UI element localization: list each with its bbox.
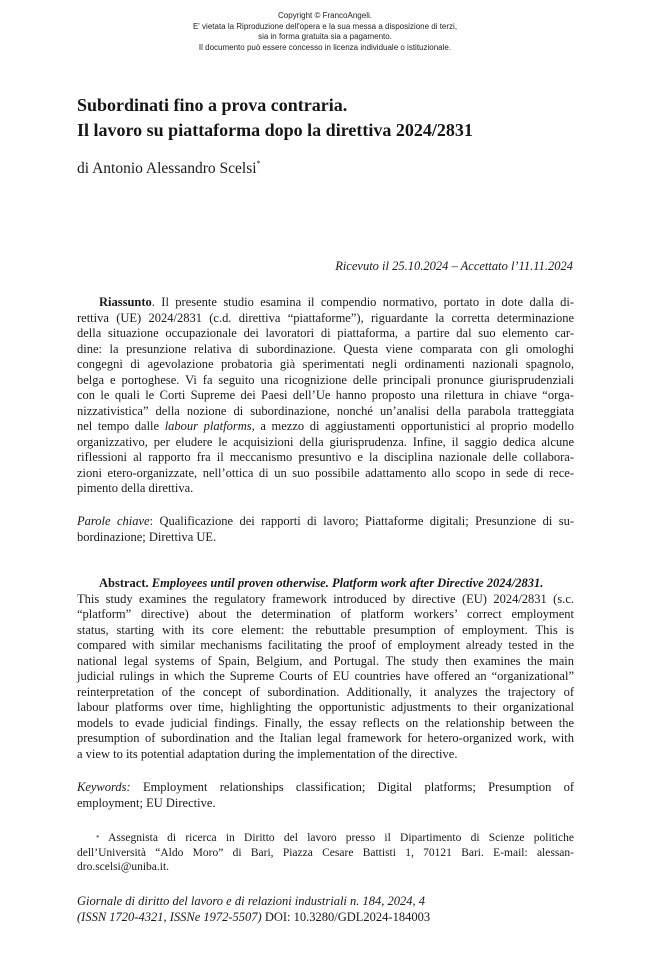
labour-platforms-term: labour platforms [164,419,252,433]
journal-issn: (ISSN 1720-4321, ISSNe 1972-5507) [77,909,262,924]
author-name: di Antonio Alessandro Scelsi [77,160,257,177]
copyright-line: sia in forma gratuita sia a pagamento. [258,32,392,42]
abstract-paragraph: Abstract. Employees until proven otherwise. Platform work after Directive 2024/2831. This study examines the regulatory framework introduced by directive (EU) 2024/2831 (s.c. “platform” directive) about the determination of platform workers’ correct employment status, starting with its core element: the rebuttable presumption of employment. This is compared with similar mechanisms facilitating the proof of employment already tested in the national legal systems of Spain, Belgium, and Portugal. The study then examines the main judicial rulings in which the Supreme Courts of EU countries have offered an “organizational” reinterpretation of the concept of subordination. Additionally, it analyzes the trajectory of labour platforms over time, highlighting the opportunistic adjustments to their organizational models to evade judicial findings. Finally, the essay reflects on the relationship between the presumption of subordination and the Italian legal framework for hetero-organized work, with a view to its potential adaptation during the implementation of the directive. [77,576,574,761]
parole-chiave: Parole chiave: Qualificazione dei rapporti di lavoro; Piattaforme digitali; Presunzione di su- bordinazione; Direttiva UE. [77,514,574,544]
author-line [77,160,261,178]
journal-doi: DOI: 10.3280/GDL2024-184003 [261,909,431,924]
received-date: Ricevuto il 25.10.2024 – Accettato l’11.11.2024 [335,259,573,273]
journal-name: Giornale di diritto del lavoro e di relazioni industriali n. 184, 2024, 4 [77,894,426,908]
copyright-line: E' vietata la Riproduzione dell'opera e la sua messa a disposizione di terzi, [192,21,458,31]
author-footnote-mark: * [256,159,261,168]
keywords-label: Keywords: [77,780,131,794]
title-line-2: Il lavoro su piattaforma dopo la direttiva 2024/2831 [77,120,473,140]
author-email: dro.scelsi@uniba.it. [77,861,170,873]
article-title [77,93,597,143]
copyright-line: Il documento può essere concesso in licenza individuale o istituzionale. [198,42,452,52]
parole-chiave-label: Parole chiave [77,514,150,528]
abstract-label: Abstract. [99,576,149,590]
footnote-mark: * [96,834,100,842]
copyright-line: Copyright © FrancoAngeli. [278,11,372,20]
abstract-title: Employees until proven otherwise. Platform work after Directive 2024/2831. [148,576,544,590]
riassunto-label: Riassunto [99,295,152,309]
title-line-1: Subordinati fino a prova contraria. [77,95,348,115]
journal-citation [77,894,430,925]
keywords: Keywords: Employment relationships classification; Digital platforms; Presumption of employment; EU Directive. [77,780,574,810]
riassunto-paragraph: Riassunto. Il presente studio esamina il compendio normativo, portato in dote dalla di- rettiva (UE) 2024/2831 (c.d. direttiva “piattaforme”), riguardante la corretta determinazione della situazione occupazionale dei lavoratori di piattaforma, a partire dal suo elemento car- dine: la presunzione relativa di subordinazione. Questa viene comparata con gli omologhi congegni di agevolazione probatoria già sperimentati negli ordinamenti nazionali spagnolo, belga e portoghese. Vi fa seguito una ricognizione delle principali pronunce giurisprudenziali con le quali le Corti Supreme dei Paesi dell’Ue hanno proposto una rilettura in chiave “orga- nizzativistica” della nozione di subordinazione, nonché un’analisi della parabola tratteggiata nel tempo dalle labour platforms, a mezzo di aggiustamenti opportunistici al proprio modello organizzativo, per eludere le acquisizioni della giurisprudenza. Infine, il saggio dedica alcune riflessioni al rapporto fra il meccanismo presuntivo e la disciplina nazionale delle collabora- zioni etero-organizzate, nell’ottica di un suo possibile adattamento allo scopo in sede di rece- pimento della direttiva. [77,295,575,495]
copyright-notice [0,11,650,53]
author-footnote: * Assegnista di ricerca in Diritto del lavoro presso il Dipartimento di Scienze politiche dell’Università “Aldo Moro” di Bari, Piazza Cesare Battisti 1, 70121 Bari. E-mail: alessan- dro.scelsi@uniba.it. [77,832,574,873]
